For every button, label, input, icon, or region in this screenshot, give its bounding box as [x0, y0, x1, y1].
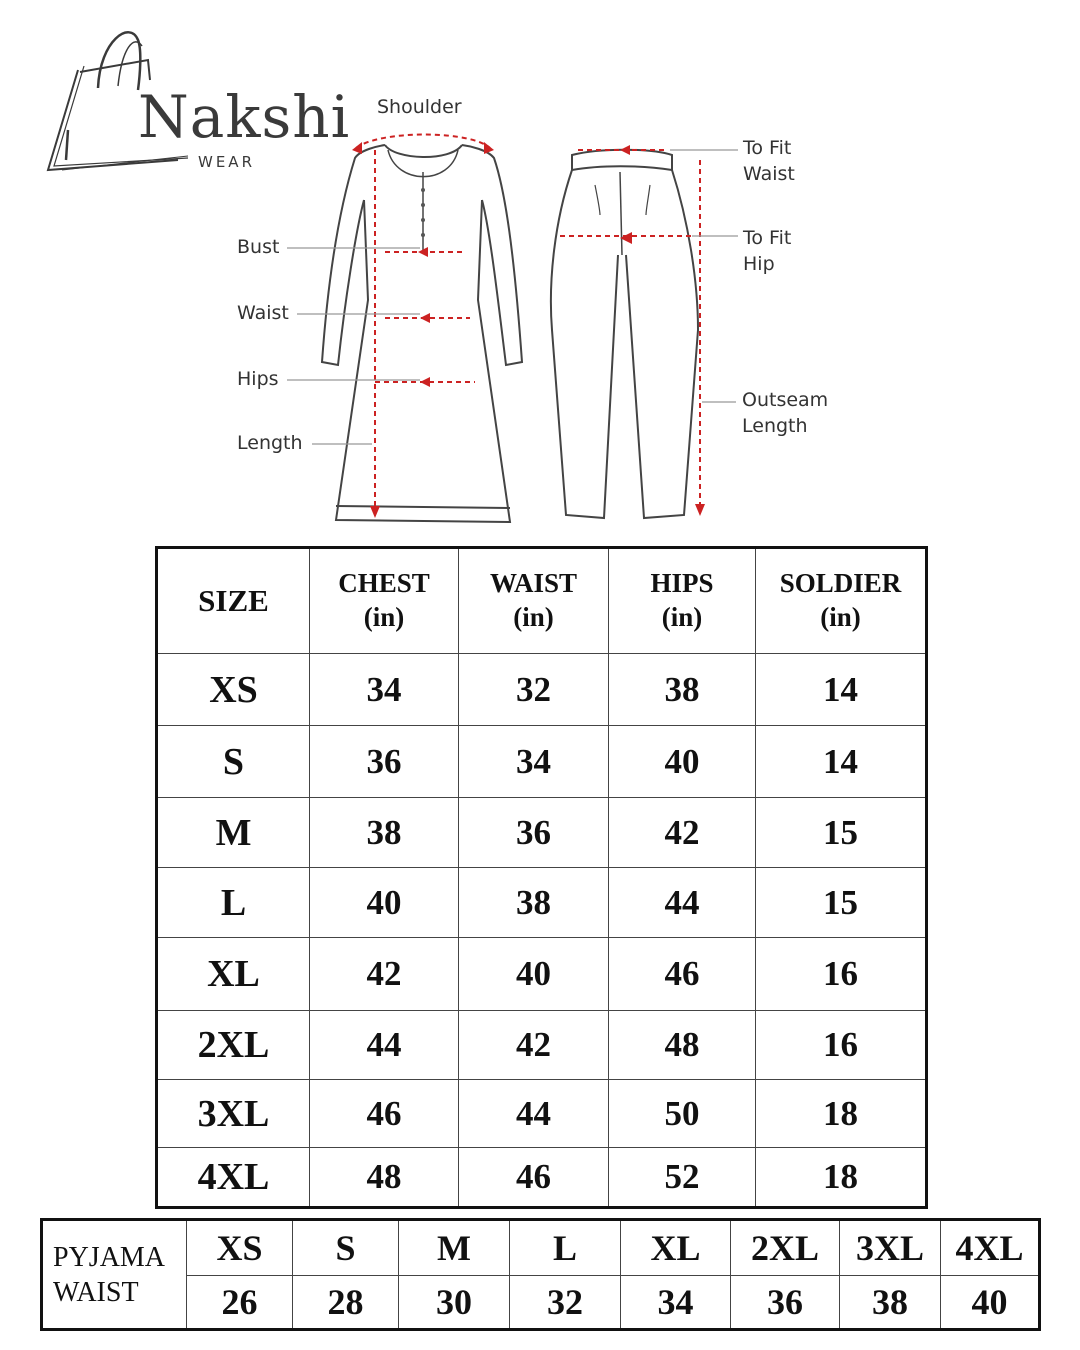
table-row: [157, 938, 927, 1011]
cell-soldier: 14: [756, 654, 927, 726]
table-row: [157, 1148, 927, 1208]
cell-hips: 40: [609, 726, 756, 798]
label-hips: Hips: [237, 368, 279, 390]
measurement-diagram: [0, 0, 1080, 540]
pyjama-size-row: [42, 1220, 1040, 1276]
pyjama-waist-table: [40, 1218, 1041, 1331]
size-chart-table: [155, 546, 928, 1209]
cell-chest: 40: [310, 868, 459, 938]
cell-soldier: 18: [756, 1148, 927, 1208]
cell-size: 3XL: [157, 1080, 310, 1148]
cell-hips: 38: [609, 654, 756, 726]
pyjama-waist-cell: 40: [941, 1276, 1040, 1330]
header-size: SIZE: [157, 548, 310, 654]
pyjama-waist-cell: 28: [293, 1276, 399, 1330]
label-to-fit-hip: To Fit Hip: [743, 227, 792, 275]
table-row: [157, 868, 927, 938]
table-row: [157, 726, 927, 798]
pyjama-waist-cell: 32: [510, 1276, 621, 1330]
pyjama-waist-cell: 34: [621, 1276, 731, 1330]
label-to-fit-waist: To Fit Waist: [743, 137, 795, 185]
pyjama-waist-cell: 30: [399, 1276, 510, 1330]
cell-hips: 50: [609, 1080, 756, 1148]
cell-waist: 38: [459, 868, 609, 938]
brand-subtitle: WEAR: [198, 153, 255, 171]
pyjama-size-cell: XS: [187, 1220, 293, 1276]
cell-waist: 32: [459, 654, 609, 726]
pyjama-waist-label: PYJAMA WAIST: [42, 1220, 187, 1330]
pyjama-size-cell: S: [293, 1220, 399, 1276]
pyjama-waist-row: [42, 1276, 1040, 1330]
pants-outline: [551, 150, 698, 518]
pyjama-size-cell: 2XL: [731, 1220, 840, 1276]
cell-size: 2XL: [157, 1011, 310, 1080]
label-shoulder: Shoulder: [377, 96, 462, 118]
cell-chest: 42: [310, 938, 459, 1011]
label-length: Length: [237, 432, 303, 454]
cell-chest: 36: [310, 726, 459, 798]
pyjama-size-cell: M: [399, 1220, 510, 1276]
header-waist: WAIST (in): [459, 548, 609, 654]
cell-waist: 44: [459, 1080, 609, 1148]
cell-chest: 48: [310, 1148, 459, 1208]
cell-hips: 44: [609, 868, 756, 938]
header-soldier: SOLDIER (in): [756, 548, 927, 654]
cell-waist: 46: [459, 1148, 609, 1208]
cell-soldier: 16: [756, 938, 927, 1011]
cell-size: XS: [157, 654, 310, 726]
pyjama-size-cell: XL: [621, 1220, 731, 1276]
cell-chest: 46: [310, 1080, 459, 1148]
cell-soldier: 14: [756, 726, 927, 798]
table-row: [157, 798, 927, 868]
table-header-row: [157, 548, 927, 654]
cell-waist: 36: [459, 798, 609, 868]
table-row: [157, 1080, 927, 1148]
label-waist: Waist: [237, 302, 289, 324]
cell-hips: 46: [609, 938, 756, 1011]
pyjama-size-cell: L: [510, 1220, 621, 1276]
cell-hips: 48: [609, 1011, 756, 1080]
cell-hips: 52: [609, 1148, 756, 1208]
cell-size: M: [157, 798, 310, 868]
cell-soldier: 15: [756, 868, 927, 938]
cell-size: L: [157, 868, 310, 938]
cell-size: XL: [157, 938, 310, 1011]
cell-waist: 34: [459, 726, 609, 798]
brand-name: Nakshi: [138, 83, 351, 151]
cell-chest: 38: [310, 798, 459, 868]
pyjama-size-cell: 4XL: [941, 1220, 1040, 1276]
cell-waist: 42: [459, 1011, 609, 1080]
header-chest: CHEST (in): [310, 548, 459, 654]
cell-size: 4XL: [157, 1148, 310, 1208]
cell-chest: 44: [310, 1011, 459, 1080]
header-hips: HIPS (in): [609, 548, 756, 654]
cell-soldier: 15: [756, 798, 927, 868]
cell-chest: 34: [310, 654, 459, 726]
pyjama-waist-cell: 36: [731, 1276, 840, 1330]
size-table-body: [157, 654, 927, 1208]
cell-soldier: 18: [756, 1080, 927, 1148]
pyjama-waist-cell: 38: [840, 1276, 941, 1330]
cell-waist: 40: [459, 938, 609, 1011]
label-bust: Bust: [237, 236, 280, 258]
label-outseam-length: Outseam Length: [742, 389, 829, 437]
table-row: [157, 654, 927, 726]
pyjama-waist-cell: 26: [187, 1276, 293, 1330]
garment-illustration: [0, 0, 1080, 540]
pyjama-size-cell: 3XL: [840, 1220, 941, 1276]
cell-size: S: [157, 726, 310, 798]
cell-hips: 42: [609, 798, 756, 868]
cell-soldier: 16: [756, 1011, 927, 1080]
table-row: [157, 1011, 927, 1080]
kurta-outline: [322, 145, 522, 522]
